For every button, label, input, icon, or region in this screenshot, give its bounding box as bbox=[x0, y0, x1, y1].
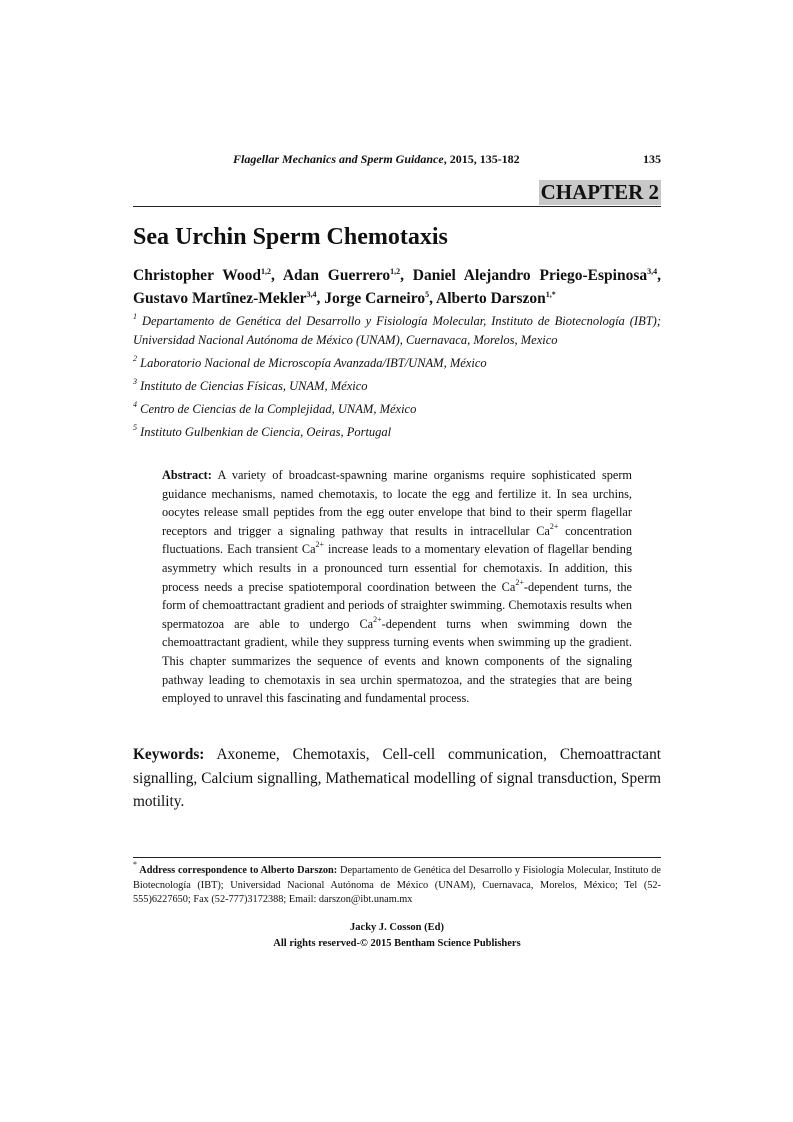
publisher-info bbox=[133, 920, 661, 952]
author-name: Gustavo Martînez-Mekler bbox=[133, 290, 307, 307]
author-list bbox=[133, 264, 661, 310]
author-affiliation-marks: 3,4 bbox=[306, 290, 317, 299]
header-rule bbox=[133, 206, 661, 207]
affiliation-4: $^4$ Centro de Ciencias de la Complejidad, UNAM, México bbox=[133, 400, 417, 416]
correspondence-footnote: * Address correspondence to Alberto Darszon: Departamento de Genética del Desarrollo y Fisiología Molecular, Instituto de Biotecnología (IBT); Universidad Nacional Autónoma de México (UNAM), Cuernavaca, Morelos, México; Tel (52-555)6227650; Fax (52-777)3172388; Email: darszon@ibt.unam.mx bbox=[133, 860, 661, 905]
author-affiliation-marks: 1,2 bbox=[390, 267, 401, 276]
affiliation-1: $^1$ Departamento de Genética del Desarrollo y Fisiología Molecular, Instituto de Biotecnología (IBT); Universidad Nacional Autónoma de México (UNAM), Cuernavaca, Morelos, Mexico bbox=[133, 312, 661, 347]
author-separator: , bbox=[429, 290, 436, 307]
author-affiliation-marks: 3,4 bbox=[647, 267, 658, 276]
page-number: 135 bbox=[643, 152, 661, 166]
author-name: Christopher Wood bbox=[133, 267, 261, 284]
author-separator: , bbox=[316, 290, 325, 307]
author-separator: , bbox=[270, 267, 283, 284]
author-separator: , bbox=[400, 267, 413, 284]
author-affiliation-marks: 5 bbox=[425, 290, 430, 299]
affiliation-5: $^5$ Instituto Gulbenkian de Ciencia, Oeiras, Portugal bbox=[133, 423, 392, 439]
editor: Jacky J. Cosson (Ed) bbox=[350, 922, 444, 933]
chapter-title: Sea Urchin Sperm Chemotaxis bbox=[133, 224, 448, 250]
keywords: Keywords: Axoneme, Chemotaxis, Cell-cell communication, Chemoattractant signalling, Calcium signalling, Mathematical modelling of signal transduction, Sperm motility. bbox=[133, 746, 661, 810]
author-name: Adan Guerrero bbox=[282, 267, 391, 284]
running-head-title: Flagellar Mechanics and Sperm Guidance, 2015, 135-182 bbox=[233, 152, 520, 166]
author-name: Alberto Darszon bbox=[436, 290, 546, 307]
abstract: Abstract: A variety of broadcast-spawning marine organisms require sophisticated sperm guidance mechanisms, named chemotaxis, to locate the egg and fertilize it. In sea urchins, oocytes release small peptides from the egg outer envelope that bind to their sperm flagellar receptors and trigger a signaling pathway that results in intracellular $Ca^{2+}$ concentration fluctuations. Each transient $Ca^{2+}$ increase leads to a momentary elevation of flagellar bending asymmetry which results in a pronounced turn essential for chemotaxis. In addition, this process needs a precise spatiotemporal coordination between the $Ca^{2+}$-dependent turns, the form of chemoattractant gradient and periods of straighter swimming. Chemotaxis results when spermatozoa are able to undergo $Ca^{2+}$-dependent turns when swimming down the chemoattractant gradient, while they suppress turning events when swimming up the gradient. This chapter summarizes the sequence of events and known components of the signaling pathway leading to chemotaxis in sea urchin spermatozoa, and the strategies that are being employed to unravel this fascinating and fundamental process. bbox=[162, 468, 632, 706]
affiliation-3: $^3$ Instituto de Ciencias Físicas, UNAM, México bbox=[133, 377, 368, 393]
author-affiliation-marks: 1,2 bbox=[260, 267, 271, 276]
footnote-rule bbox=[133, 857, 661, 858]
author-name: Jorge Carneiro bbox=[324, 290, 426, 307]
author-name: Daniel Alejandro Priego-Espinosa bbox=[412, 267, 648, 284]
affiliation-2: $^2$ Laboratorio Nacional de Microscopía Avanzada/IBT/UNAM, México bbox=[133, 354, 487, 370]
author-separator: , bbox=[657, 267, 661, 284]
chapter-label: CHAPTER 2 bbox=[540, 180, 659, 204]
author-affiliation-marks: 1,* bbox=[545, 290, 556, 299]
copyright: All rights reserved-© 2015 Bentham Science Publishers bbox=[273, 938, 521, 949]
